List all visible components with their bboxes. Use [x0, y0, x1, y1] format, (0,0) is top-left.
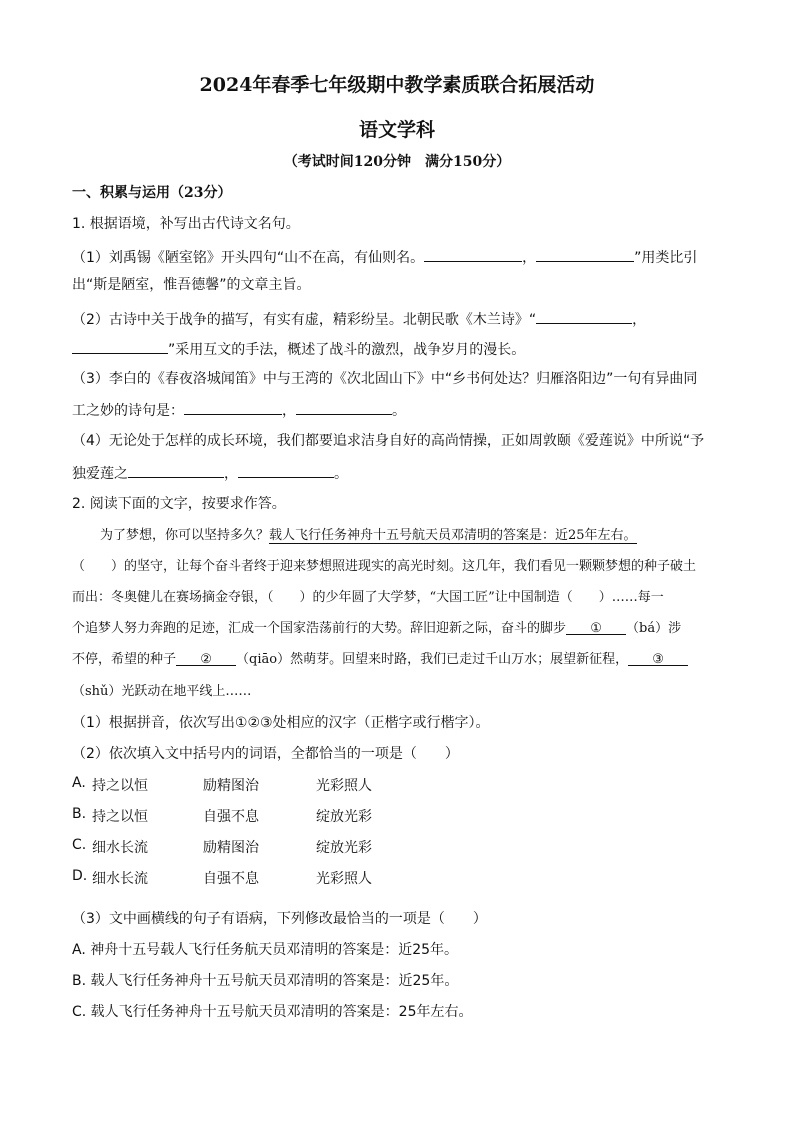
passage-line: 个追梦人努力奔跑的足迹，汇成一个国家浩荡前行的大势。辞旧迎新之际，奋斗的脚步 ① （bá）涉	[72, 621, 682, 636]
q1-part3-line1: （3）李白的《春夜洛城闻笛》中与王湾的《次北固山下》中“乡书何处达？归雁洛阳边”一句有异曲同	[72, 371, 698, 387]
q2-sub2: （2）依次填入文中括号内的词语，全都恰当的一项是（ ）	[72, 746, 459, 762]
q2-sub1: （1）根据拼音，依次写出①②③处相应的汉字（正楷字或行楷字）。	[72, 715, 490, 731]
answer-blank[interactable]	[536, 246, 634, 262]
answer-blank[interactable]	[424, 246, 522, 262]
answer-blank[interactable]	[128, 462, 224, 478]
q1-part2-line1: （2）古诗中关于战争的描写，有实有虚，精彩纷呈。北朝民歌《木兰诗》“ ，	[72, 308, 724, 330]
section-heading: 一、积累与运用（23分）	[72, 185, 232, 201]
q1-part1-line2: 出“斯是陋室，惟吾德馨”的文章主旨。	[72, 277, 311, 293]
answer-blank[interactable]	[184, 399, 282, 415]
option-3a[interactable]: A. 神舟十五号载人飞行任务航天员邓清明的答案是：近25年。	[72, 942, 459, 958]
q1-part1-line1: （1）刘禹锡《陋室铭》开头四句“山不在高，有仙则名。 ， ”用类比引	[72, 246, 724, 268]
passage-line: （shǔ）光跃动在地平线上……	[72, 684, 252, 699]
exam-info: （考试时间120分钟 满分150分）	[283, 154, 511, 170]
pinyin-blank-1[interactable]: ①	[566, 619, 626, 635]
answer-blank[interactable]	[238, 462, 334, 478]
subject-title: 语文学科	[358, 119, 435, 141]
q1-part4-line2: 独爱莲之 ， 。	[72, 462, 724, 484]
pinyin-blank-3[interactable]: ③	[628, 650, 688, 666]
option-3c[interactable]: C. 载人飞行任务神舟十五号航天员邓清明的答案是：25年左右。	[72, 1004, 473, 1020]
answer-blank[interactable]	[72, 338, 168, 354]
underlined-sentence: 载人飞行任务神舟十五号航天员邓清明的答案是：近25年左右。	[269, 528, 637, 543]
answer-blank[interactable]	[536, 308, 632, 324]
q2-sub3: （3）文中画横线的句子有语病，下列修改最恰当的一项是（ ）	[72, 911, 487, 927]
passage-line: （ ）的坚守，让每个奋斗者终于迎来梦想照进现实的高光时刻。这几年，我们看见一颗颗梦想的种子破土	[72, 559, 697, 574]
q1-stem: 1. 根据语境，补写出古代诗文名句。	[72, 216, 300, 232]
q1-part3-line2: 工之妙的诗句是： ， 。	[72, 399, 724, 421]
q1-part2-line2: ”采用互文的手法，概述了战斗的激烈，战争岁月的漫长。	[72, 338, 724, 360]
exam-title: 2024年春季七年级期中教学素质联合拓展活动	[199, 74, 595, 96]
answer-blank[interactable]	[296, 399, 392, 415]
passage-line: 而出：冬奥健儿在赛场摘金夺银，（ ）的少年圆了大学梦，“大国工匠”让中国制造（ ）……每一	[72, 590, 664, 605]
exam-page: 2024年春季七年级期中教学素质联合拓展活动 语文学科 （考试时间120分钟 满分150分） 一、积累与运用（23分） 1. 根据语境，补写出古代诗文名句。 （1）刘禹锡《陋室铭》开头四句“山不在高，有仙则名。 ， ”用类比引 出“斯是陋室，惟吾德馨”的文章主旨。 （2）古诗中关于战争的描写，有实有虚，精彩纷呈。北朝民歌《木兰诗》“ ， ”采用互文的手法，概述了战斗的激烈，战争岁月的漫长。 （3）李白的《春夜洛城闻笛》中与王湾的《次北固山下》中“乡书何处达？归雁洛阳边”一句有异曲同 工之妙的诗句是： ， 。 （4）无论处于怎样的成长环境，我们都要追求洁身自好的高尚情操，正如周敦颐《爱莲说》中所说“予 独爱莲之 ， 。 2. 阅读下面的文字，按要求作答。 为了梦想，你可以坚持多久？载人飞行任务神舟十五号航天员邓清明的答案是：近25年左右。 （ ）的坚守，让每个奋斗者终于迎来梦想照进现实的高光时刻。这几年，我们看见一颗颗梦想的种子破土 而出：冬奥健儿在赛场摘金夺银，（ ）的少年圆了大学梦，“大国工匠”让中国制造（ ）……每一 个追梦人努力奔跑的足迹，汇成一个国家浩荡前行的大势。辞旧迎新之际，奋斗的脚步 ① （bá）涉 不停，希望的种子 ② （qiāo）然萌芽。回望来时路，我们已走过千山万水；展望新征程， ③ （shǔ）光跃动在地平线上…… （1）根据拼音，依次写出①②③处相应的汉字（正楷字或行楷字）。 （2）依次填入文中括号内的词语，全都恰当的一项是（ ） A. 持之以恒 励精图治 光彩照人 B. 持之以恒 自强不息 绽放光彩 C. 细水长流 励精图治 绽放光彩 D. 细水长流 自强不息 光彩照人 （3）文中画横线的句子有语病，下列修改最恰当的一项是（ ） A. 神舟十五号载人飞行任务航天员邓清明的答案是：近25年。 B. 载人飞行任务神舟十五号航天员邓清明的答案是：近25年。 C. 载人飞行任务神舟十五号航天员邓清明的答案是：25年左右。	[0, 0, 794, 1123]
pinyin-blank-2[interactable]: ②	[176, 650, 236, 666]
q1-part4-line1: （4）无论处于怎样的成长环境，我们都要追求洁身自好的高尚情操，正如周敦颐《爱莲说》中所说“予	[72, 433, 705, 449]
q2-stem: 2. 阅读下面的文字，按要求作答。	[72, 496, 286, 512]
passage-line: 不停，希望的种子 ② （qiāo）然萌芽。回望来时路，我们已走过千山万水；展望新征程， ③	[72, 650, 724, 670]
option-3b[interactable]: B. 载人飞行任务神舟十五号航天员邓清明的答案是：近25年。	[72, 973, 459, 989]
passage-line: 为了梦想，你可以坚持多久？载人飞行任务神舟十五号航天员邓清明的答案是：近25年左右。	[100, 528, 637, 543]
